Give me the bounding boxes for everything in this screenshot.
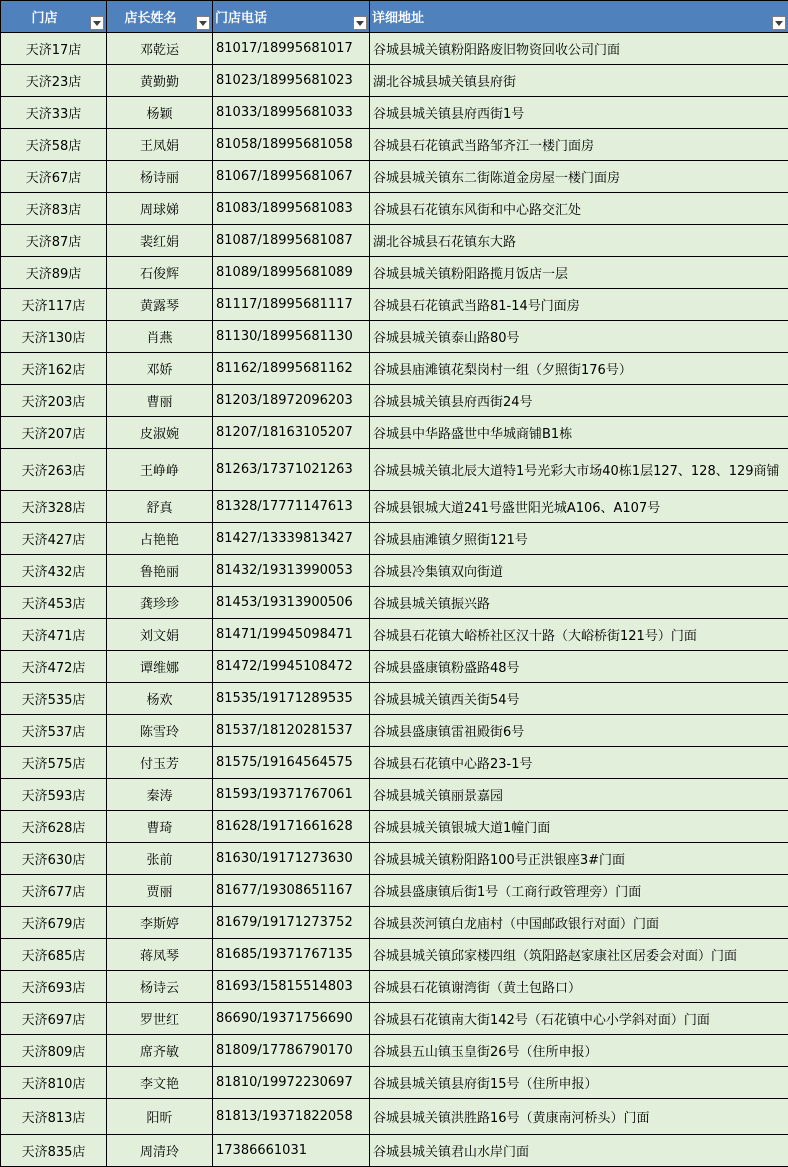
store-name-cell[interactable]: 天济809店 (1, 1035, 107, 1067)
manager-name-cell[interactable]: 黄露琴 (107, 289, 213, 321)
address-cell[interactable]: 谷城县城关镇粉阳路100号正洪银座3#门面 (370, 843, 788, 875)
phone-cell[interactable]: 81067/18995681067 (213, 161, 370, 193)
manager-name-cell[interactable]: 邓娇 (107, 353, 213, 385)
table-row (1, 225, 788, 257)
phone-cell[interactable]: 81679/19171273752 (213, 907, 370, 939)
phone-cell[interactable]: 81023/18995681023 (213, 65, 370, 97)
manager-name-cell[interactable]: 席齐敏 (107, 1035, 213, 1067)
table-row (1, 1035, 788, 1067)
phone-cell[interactable]: 81809/17786790170 (213, 1035, 370, 1067)
address-cell[interactable]: 谷城县庙滩镇花梨岗村一组（夕照街176号） (370, 353, 788, 385)
manager-name-cell[interactable]: 李文艳 (107, 1067, 213, 1099)
store-name-cell[interactable]: 天济203店 (1, 385, 107, 417)
phone-cell[interactable]: 81575/19164564575 (213, 747, 370, 779)
manager-name-cell[interactable]: 阳昕 (107, 1099, 213, 1135)
phone-cell[interactable]: 81472/19945108472 (213, 651, 370, 683)
table-row (1, 811, 788, 843)
manager-name-cell[interactable]: 杨欢 (107, 683, 213, 715)
table-row (1, 353, 788, 385)
manager-name-cell[interactable]: 王凤娟 (107, 129, 213, 161)
table-row (1, 1067, 788, 1099)
table-row (1, 33, 788, 65)
store-name-cell[interactable]: 天济471店 (1, 619, 107, 651)
manager-name-cell[interactable]: 秦涛 (107, 779, 213, 811)
address-cell[interactable]: 谷城县城关镇县府街15号（住所申报） (370, 1067, 788, 1099)
phone-cell[interactable]: 81535/19171289535 (213, 683, 370, 715)
filter-dropdown-button[interactable] (90, 16, 104, 30)
store-name-cell[interactable]: 天济328店 (1, 491, 107, 523)
manager-name-cell[interactable]: 黄勤勤 (107, 65, 213, 97)
manager-name-cell[interactable]: 周球娣 (107, 193, 213, 225)
phone-cell[interactable]: 81810/19972230697 (213, 1067, 370, 1099)
address-cell[interactable]: 谷城县城关镇邱家楼四组（筑阳路赵家康社区居委会对面）门面 (370, 939, 788, 971)
address-cell[interactable]: 谷城县盛康镇后街1号（工商行政管理旁）门面 (370, 875, 788, 907)
store-name-cell[interactable]: 天济813店 (1, 1099, 107, 1135)
phone-cell[interactable]: 81685/19371767135 (213, 939, 370, 971)
manager-name-cell[interactable]: 皮淑婉 (107, 417, 213, 449)
table-row (1, 715, 788, 747)
store-name-cell[interactable]: 天济89店 (1, 257, 107, 289)
table-row (1, 449, 788, 491)
filter-dropdown-button[interactable] (196, 16, 210, 30)
table-row (1, 843, 788, 875)
header-manager (107, 1, 213, 33)
address-cell[interactable]: 谷城县石花镇武当路邹齐江一楼门面房 (370, 129, 788, 161)
header-label: 店长姓名 (124, 11, 176, 26)
address-cell[interactable]: 谷城县中华路盛世中华城商铺B1栋 (370, 417, 788, 449)
manager-name-cell[interactable]: 贾丽 (107, 875, 213, 907)
header-label: 门店 (31, 11, 57, 26)
table-row (1, 1003, 788, 1035)
manager-name-cell[interactable]: 邓乾运 (107, 33, 213, 65)
address-cell[interactable]: 谷城县石花镇中心路23-1号 (370, 747, 788, 779)
address-cell[interactable]: 谷城县五山镇玉皇街26号（住所申报） (370, 1035, 788, 1067)
address-cell[interactable]: 湖北谷城县石花镇东大路 (370, 225, 788, 257)
manager-name-cell[interactable]: 李斯婷 (107, 907, 213, 939)
address-cell[interactable]: 谷城县茨河镇白龙庙村（中国邮政银行对面）门面 (370, 907, 788, 939)
store-name-cell[interactable]: 天济117店 (1, 289, 107, 321)
address-cell[interactable]: 谷城县城关镇泰山路80号 (370, 321, 788, 353)
phone-cell[interactable]: 81089/18995681089 (213, 257, 370, 289)
chevron-down-icon (775, 21, 783, 26)
table-row (1, 65, 788, 97)
manager-name-cell[interactable]: 杨诗云 (107, 971, 213, 1003)
manager-name-cell[interactable]: 杨诗丽 (107, 161, 213, 193)
phone-cell[interactable]: 81117/18995681117 (213, 289, 370, 321)
address-cell[interactable]: 谷城县盛康镇粉盛路48号 (370, 651, 788, 683)
phone-cell[interactable]: 81130/18995681130 (213, 321, 370, 353)
table-row (1, 1135, 788, 1167)
store-name-cell[interactable]: 天济87店 (1, 225, 107, 257)
header-row (1, 1, 788, 33)
manager-name-cell[interactable]: 曹丽 (107, 385, 213, 417)
store-name-cell[interactable]: 天济835店 (1, 1135, 107, 1167)
phone-cell[interactable]: 81017/18995681017 (213, 33, 370, 65)
phone-cell[interactable]: 81813/19371822058 (213, 1099, 370, 1135)
store-name-cell[interactable]: 天济162店 (1, 353, 107, 385)
address-cell[interactable]: 谷城县城关镇北辰大道特1号光彩大市场40栋1层127、128、129商铺 (370, 449, 788, 491)
manager-name-cell[interactable]: 裴红娟 (107, 225, 213, 257)
store-name-cell[interactable]: 天济575店 (1, 747, 107, 779)
phone-cell[interactable]: 81328/17771147613 (213, 491, 370, 523)
phone-cell[interactable]: 81203/18972096203 (213, 385, 370, 417)
store-name-cell[interactable]: 天济630店 (1, 843, 107, 875)
table-body (1, 33, 788, 1167)
store-name-cell[interactable]: 天济17店 (1, 33, 107, 65)
phone-cell[interactable]: 81427/13339813427 (213, 523, 370, 555)
header-store (1, 1, 107, 33)
manager-name-cell[interactable]: 石俊辉 (107, 257, 213, 289)
phone-cell[interactable]: 81058/18995681058 (213, 129, 370, 161)
store-name-cell[interactable]: 天济23店 (1, 65, 107, 97)
table-row (1, 779, 788, 811)
address-cell[interactable]: 谷城县城关镇丽景嘉园 (370, 779, 788, 811)
table-row (1, 1099, 788, 1135)
manager-name-cell[interactable]: 张前 (107, 843, 213, 875)
address-cell[interactable]: 谷城县石花镇谢湾街（黄土包路口） (370, 971, 788, 1003)
address-cell[interactable]: 谷城县石花镇大峪桥社区汉十路（大峪桥街121号）门面 (370, 619, 788, 651)
address-cell[interactable]: 谷城县城关镇振兴路 (370, 587, 788, 619)
store-name-cell[interactable]: 天济537店 (1, 715, 107, 747)
store-name-cell[interactable]: 天济535店 (1, 683, 107, 715)
address-cell[interactable]: 谷城县城关镇银城大道1幢门面 (370, 811, 788, 843)
manager-name-cell[interactable]: 付玉芳 (107, 747, 213, 779)
phone-cell[interactable]: 81083/18995681083 (213, 193, 370, 225)
store-name-cell[interactable]: 天济67店 (1, 161, 107, 193)
table-row (1, 523, 788, 555)
table-row (1, 651, 788, 683)
phone-cell[interactable]: 81677/19308651167 (213, 875, 370, 907)
address-cell[interactable]: 谷城县城关镇君山水岸门面 (370, 1135, 788, 1167)
table-row (1, 97, 788, 129)
manager-name-cell[interactable]: 杨颖 (107, 97, 213, 129)
phone-cell[interactable]: 81453/19313900506 (213, 587, 370, 619)
header-label: 详细地址 (372, 11, 424, 26)
table-row (1, 747, 788, 779)
phone-cell[interactable]: 81432/19313990053 (213, 555, 370, 587)
phone-cell[interactable]: 81162/18995681162 (213, 353, 370, 385)
manager-name-cell[interactable]: 刘文娟 (107, 619, 213, 651)
table-row (1, 491, 788, 523)
chevron-down-icon (199, 21, 207, 26)
chevron-down-icon (93, 21, 101, 26)
store-name-cell[interactable]: 天济58店 (1, 129, 107, 161)
store-name-cell[interactable]: 天济685店 (1, 939, 107, 971)
table-row (1, 289, 788, 321)
filter-dropdown-button[interactable] (772, 16, 786, 30)
manager-name-cell[interactable]: 王峥峥 (107, 449, 213, 491)
table-row (1, 161, 788, 193)
table-row (1, 587, 788, 619)
phone-cell[interactable]: 81693/15815514803 (213, 971, 370, 1003)
store-name-cell[interactable]: 天济130店 (1, 321, 107, 353)
address-cell[interactable]: 谷城县石花镇东风街和中心路交汇处 (370, 193, 788, 225)
table-row (1, 939, 788, 971)
manager-name-cell[interactable]: 周清玲 (107, 1135, 213, 1167)
phone-cell[interactable]: 81207/18163105207 (213, 417, 370, 449)
store-name-cell[interactable]: 天济677店 (1, 875, 107, 907)
address-cell[interactable]: 谷城县石花镇南大街142号（石花镇中心小学斜对面）门面 (370, 1003, 788, 1035)
manager-name-cell[interactable]: 陈雪玲 (107, 715, 213, 747)
phone-cell[interactable]: 81471/19945098471 (213, 619, 370, 651)
address-cell[interactable]: 谷城县庙滩镇夕照街121号 (370, 523, 788, 555)
header-address (370, 1, 788, 33)
store-name-cell[interactable]: 天济453店 (1, 587, 107, 619)
address-cell[interactable]: 谷城县城关镇粉阳路揽月饭店一层 (370, 257, 788, 289)
address-cell[interactable]: 谷城县石花镇武当路81-14号门面房 (370, 289, 788, 321)
phone-cell[interactable]: 86690/19371756690 (213, 1003, 370, 1035)
address-cell[interactable]: 谷城县城关镇县府西街1号 (370, 97, 788, 129)
store-name-cell[interactable]: 天济472店 (1, 651, 107, 683)
manager-name-cell[interactable]: 鲁艳丽 (107, 555, 213, 587)
filter-dropdown-button[interactable] (353, 16, 367, 30)
store-name-cell[interactable]: 天济427店 (1, 523, 107, 555)
phone-cell[interactable]: 81630/19171273630 (213, 843, 370, 875)
address-cell[interactable]: 湖北谷城县城关镇县府街 (370, 65, 788, 97)
header-label: 门店电话 (215, 11, 267, 26)
store-name-cell[interactable]: 天济810店 (1, 1067, 107, 1099)
manager-name-cell[interactable]: 肖燕 (107, 321, 213, 353)
table-row (1, 619, 788, 651)
table-row (1, 129, 788, 161)
address-cell[interactable]: 谷城县银城大道241号盛世阳光城A106、A107号 (370, 491, 788, 523)
table-row (1, 417, 788, 449)
store-name-cell[interactable]: 天济33店 (1, 97, 107, 129)
store-name-cell[interactable]: 天济263店 (1, 449, 107, 491)
manager-name-cell[interactable]: 舒真 (107, 491, 213, 523)
manager-name-cell[interactable]: 罗世红 (107, 1003, 213, 1035)
manager-name-cell[interactable]: 蒋凤琴 (107, 939, 213, 971)
store-name-cell[interactable]: 天济679店 (1, 907, 107, 939)
phone-cell[interactable]: 81087/18995681087 (213, 225, 370, 257)
table-row (1, 257, 788, 289)
table-row (1, 907, 788, 939)
table-row (1, 385, 788, 417)
address-cell[interactable]: 谷城县城关镇洪胜路16号（黄康南河桥头）门面 (370, 1099, 788, 1135)
store-name-cell[interactable]: 天济83店 (1, 193, 107, 225)
chevron-down-icon (356, 21, 364, 26)
address-cell[interactable]: 谷城县城关镇县府西街24号 (370, 385, 788, 417)
header-phone (213, 1, 370, 33)
store-name-cell[interactable]: 天济432店 (1, 555, 107, 587)
store-name-cell[interactable]: 天济693店 (1, 971, 107, 1003)
table-row (1, 555, 788, 587)
store-name-cell[interactable]: 天济207店 (1, 417, 107, 449)
manager-name-cell[interactable]: 龚珍珍 (107, 587, 213, 619)
table-row (1, 875, 788, 907)
store-name-cell[interactable]: 天济593店 (1, 779, 107, 811)
address-cell[interactable]: 谷城县冷集镇双向街道 (370, 555, 788, 587)
store-name-cell[interactable]: 天济697店 (1, 1003, 107, 1035)
address-cell[interactable]: 谷城县盛康镇雷祖殿街6号 (370, 715, 788, 747)
store-name-cell[interactable]: 天济628店 (1, 811, 107, 843)
table-row (1, 683, 788, 715)
address-cell[interactable]: 谷城县城关镇粉阳路废旧物资回收公司门面 (370, 33, 788, 65)
phone-cell[interactable]: 81537/18120281537 (213, 715, 370, 747)
manager-name-cell[interactable]: 曹琦 (107, 811, 213, 843)
phone-cell[interactable]: 81628/19171661628 (213, 811, 370, 843)
table-row (1, 321, 788, 353)
manager-name-cell[interactable]: 谭维娜 (107, 651, 213, 683)
address-cell[interactable]: 谷城县城关镇东二街陈道金房屋一楼门面房 (370, 161, 788, 193)
table-row (1, 971, 788, 1003)
table-row (1, 193, 788, 225)
phone-cell[interactable]: 81263/17371021263 (213, 449, 370, 491)
manager-name-cell[interactable]: 占艳艳 (107, 523, 213, 555)
phone-cell[interactable]: 81033/18995681033 (213, 97, 370, 129)
phone-cell[interactable]: 17386661031 (213, 1135, 370, 1167)
phone-cell[interactable]: 81593/19371767061 (213, 779, 370, 811)
address-cell[interactable]: 谷城县城关镇西关街54号 (370, 683, 788, 715)
